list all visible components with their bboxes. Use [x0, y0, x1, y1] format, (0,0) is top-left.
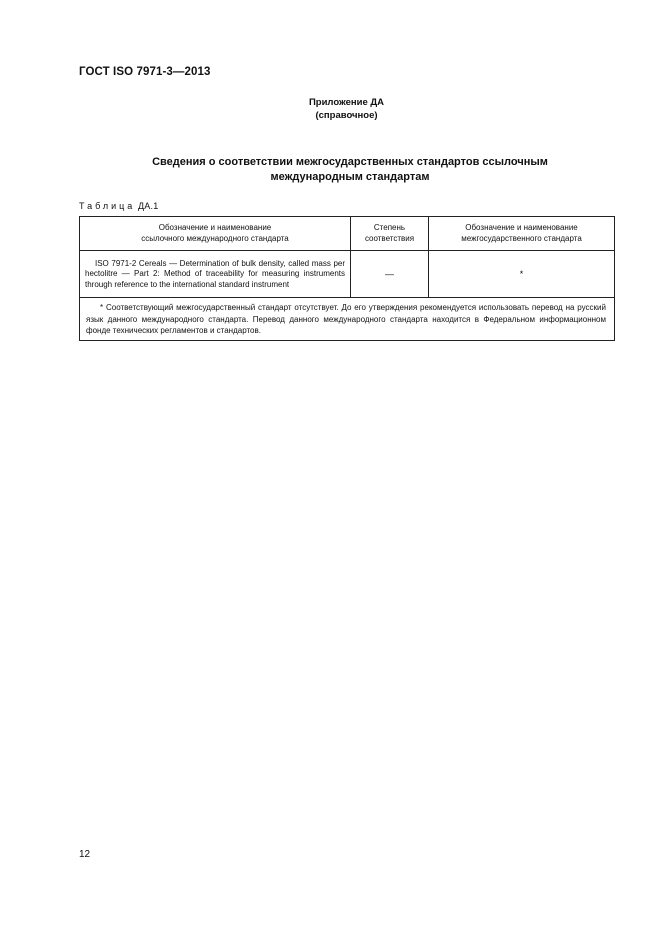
section-title-line2: международным стандартам [270, 171, 430, 183]
cell-intl-standard [80, 251, 351, 298]
header-intl-line1: Обозначение и наименование [158, 223, 272, 232]
header-interstate-line2: межгосударственного стандарта [461, 233, 582, 243]
header-degree [351, 217, 429, 251]
table-row [80, 251, 615, 298]
cell-degree: — [351, 251, 429, 298]
annex-heading [0, 96, 661, 122]
intl-standard-text: ISO 7971-2 Cereals — Determination of bulk density, called mass per hectolitre — Part 2: Method of traceability for measuring instruments through reference to the international standard instrument [85, 258, 345, 289]
footnote-text: * Соответствующий межгосударственный стандарт отсутствует. До его утверждения рекомендуется использовать перевод на русский язык данного международного стандарта. Перевод данного международного стандарта находится в Федеральном информационном фонде технических регламентов и стандартов. [86, 303, 606, 335]
cell-interstate-standard: * [429, 251, 615, 298]
table-footnote [80, 298, 615, 341]
page-number: 12 [79, 849, 91, 860]
table-caption-prefix: Таблица [79, 201, 136, 211]
section-title-line1: Сведения о соответствии межгосударственных стандартов ссылочным [152, 156, 548, 168]
table-caption-number: ДА.1 [138, 201, 159, 211]
header-intl-line2: ссылочного международного стандарта [141, 233, 289, 243]
annex-title: Приложение ДА [308, 97, 385, 108]
correspondence-table [79, 216, 615, 341]
header-interstate-standard [429, 217, 615, 251]
header-intl-standard [80, 217, 351, 251]
header-degree-line2: соответствия [364, 233, 415, 243]
annex-type: (справочное) [315, 110, 378, 121]
header-degree-line1: Степень [373, 223, 406, 232]
table-header-row [80, 217, 615, 251]
document-code: ГОСТ ISO 7971-3—2013 [79, 66, 211, 78]
table-footnote-row [80, 298, 615, 341]
section-title [110, 155, 590, 185]
table-caption [79, 201, 158, 211]
header-interstate-line1: Обозначение и наименование [465, 223, 578, 232]
